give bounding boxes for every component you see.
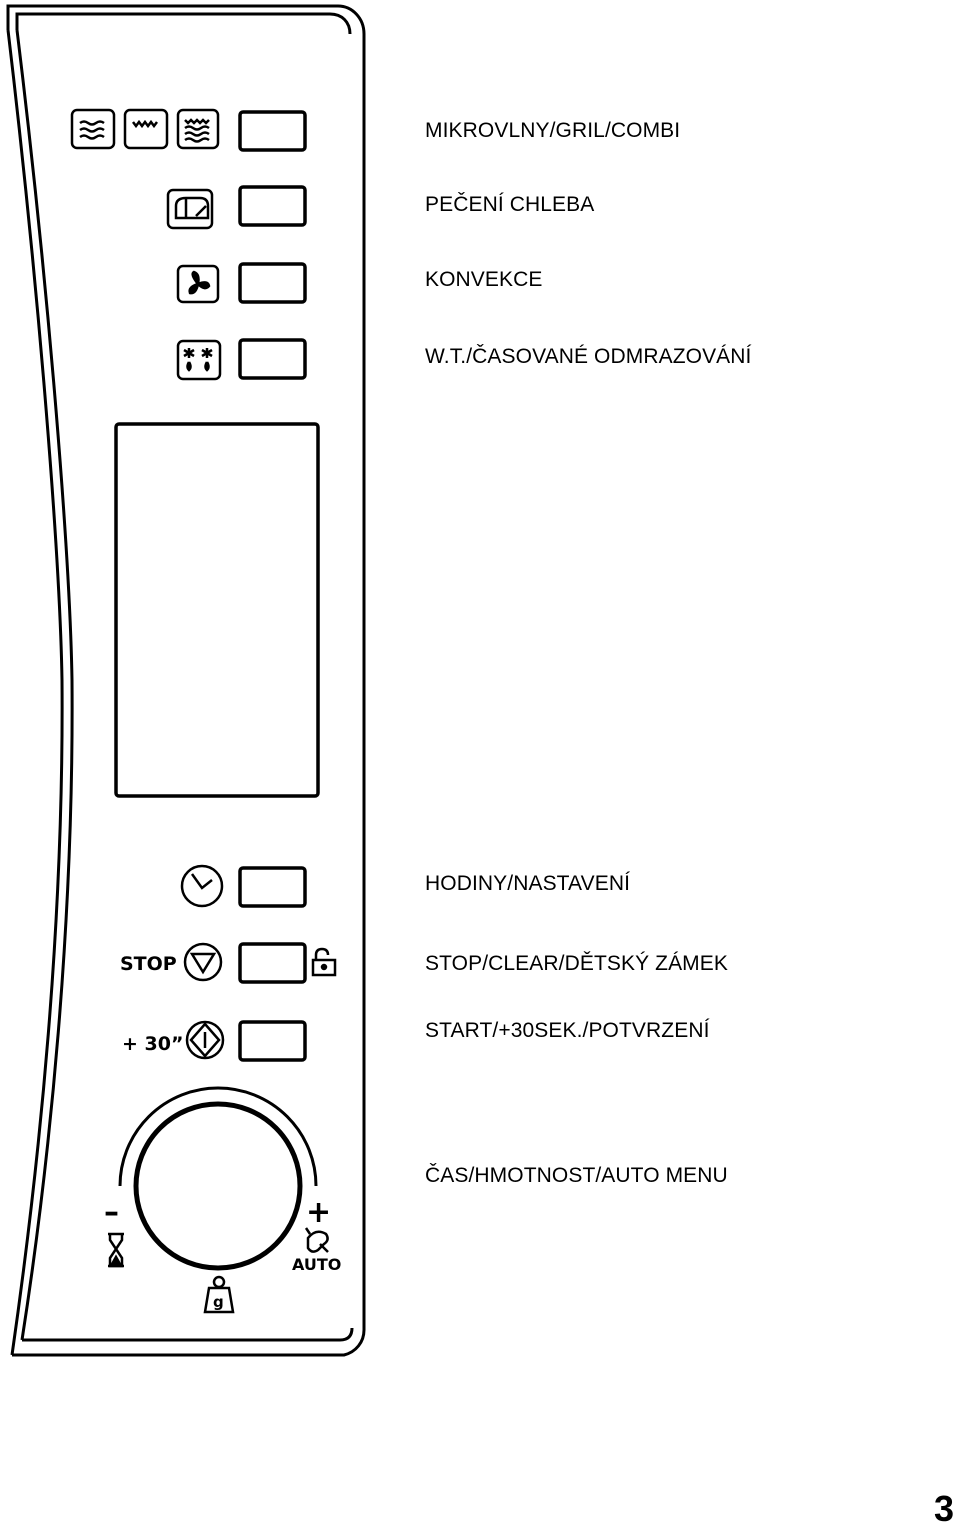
label-defrost: W.T./ČASOVANÉ ODMRAZOVÁNÍ: [425, 345, 752, 368]
stop-icon: [185, 944, 221, 980]
label-start: START/+30SEK./POTVRZENÍ: [425, 1019, 710, 1042]
lock-icon: [313, 949, 335, 975]
defrost-button[interactable]: [240, 340, 305, 378]
label-convection: KONVEKCE: [425, 268, 543, 291]
auto-text: AUTO: [292, 1255, 342, 1274]
label-dial: ČAS/HMOTNOST/AUTO MENU: [425, 1164, 728, 1187]
chicken-icon: [306, 1228, 328, 1252]
microwave-icon: [72, 110, 114, 148]
bread-icon: [168, 190, 212, 228]
display-window: [116, 424, 318, 796]
fan-icon: [178, 266, 218, 302]
label-clock: HODINY/NASTAVENÍ: [425, 872, 631, 895]
page-number: 3: [933, 1488, 954, 1529]
mode-button[interactable]: [240, 112, 305, 150]
label-stop: STOP/CLEAR/DĚTSKÝ ZÁMEK: [425, 952, 728, 975]
minus-text: –: [104, 1195, 119, 1230]
label-mode: MIKROVLNY/GRIL/COMBI: [425, 119, 681, 142]
hourglass-icon: [108, 1234, 124, 1266]
plus30-text: + 30”: [122, 1033, 184, 1055]
grill-icon: [125, 110, 167, 148]
plus-text: +: [306, 1195, 332, 1230]
defrost-icon: [178, 341, 220, 379]
stop-button[interactable]: [240, 944, 305, 982]
weight-text: g: [213, 1293, 224, 1311]
stop-text: STOP: [120, 953, 177, 975]
start-icon: [187, 1022, 223, 1058]
dial-knob[interactable]: [136, 1104, 300, 1268]
start-button[interactable]: [240, 1022, 305, 1060]
clock-icon: [182, 866, 222, 906]
label-bread: PEČENÍ CHLEBA: [425, 193, 595, 216]
combi-icon: [178, 110, 218, 148]
bread-button[interactable]: [240, 187, 305, 225]
convection-button[interactable]: [240, 264, 305, 302]
clock-button[interactable]: [240, 868, 305, 906]
